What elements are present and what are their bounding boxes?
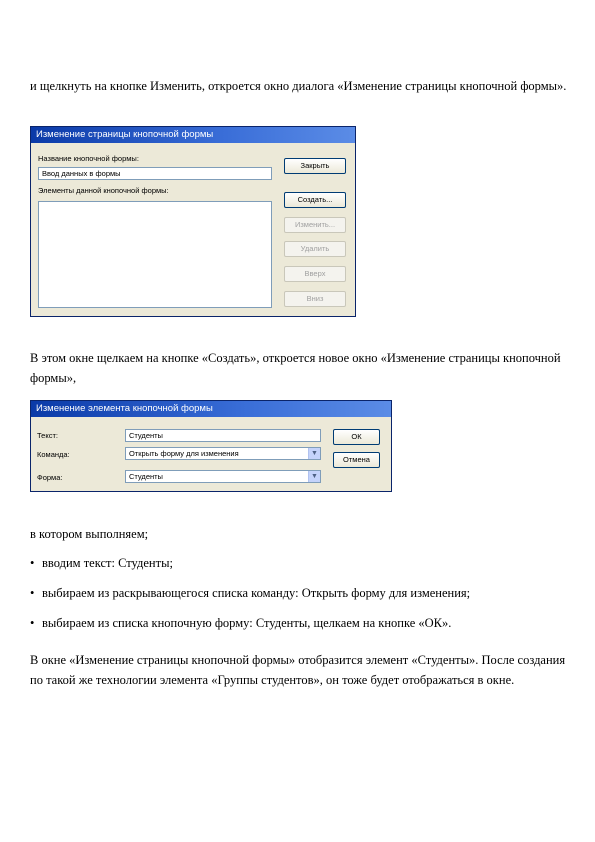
bullet-icon: •: [30, 616, 35, 630]
switchboard-name-input[interactable]: Ввод данных в формы: [38, 167, 272, 180]
chevron-down-icon[interactable]: ▼: [308, 448, 320, 459]
list-item: • выбираем из списка кнопочную форму: Студенты, щелкаем на кнопке «ОК».: [30, 613, 575, 633]
cancel-button[interactable]: Отмена: [333, 452, 380, 468]
chevron-down-icon[interactable]: ▼: [308, 471, 320, 482]
move-up-button[interactable]: Вверх: [284, 266, 346, 282]
paragraph-result: В окне «Изменение страницы кнопочной формы» отобразится элемент «Студенты». После создания по такой же технологии элемента «Группы студентов», он тоже будет отображаться в окне.: [30, 653, 566, 687]
list-item: • вводим текст: Студенты;: [30, 553, 575, 573]
switchboard-name-label: Название кнопочной формы:: [38, 154, 139, 163]
text-label: Текст:: [37, 431, 58, 440]
form-value: Студенты: [129, 472, 163, 481]
command-label: Команда:: [37, 450, 70, 459]
items-list-label: Элементы данной кнопочной формы:: [38, 186, 169, 195]
text-input[interactable]: Студенты: [125, 429, 321, 442]
dialog-title: Изменение элемента кнопочной формы: [31, 401, 391, 417]
move-down-button[interactable]: Вниз: [284, 291, 346, 307]
dialog-title: Изменение страницы кнопочной формы: [31, 127, 355, 143]
paragraph-intro: и щелкнуть на кнопке Изменить, откроется окно диалога «Изменение страницы кнопочной формы».: [30, 79, 567, 93]
paragraph-steps-intro: в котором выполняем;: [30, 527, 149, 541]
bullet-icon: •: [30, 556, 35, 570]
create-button[interactable]: Создать...: [284, 192, 346, 208]
command-value: Открыть форму для изменения: [129, 449, 239, 458]
command-select[interactable]: [125, 447, 321, 460]
form-label: Форма:: [37, 473, 63, 482]
switchboard-item-dialog: [30, 400, 392, 492]
close-button[interactable]: Закрыть: [284, 158, 346, 174]
switchboard-page-dialog: [30, 126, 356, 317]
bullet-icon: •: [30, 586, 35, 600]
list-item: • выбираем из раскрывающегося списка команду: Открыть форму для изменения;: [30, 583, 575, 603]
paragraph-create: В этом окне щелкаем на кнопке «Создать», откроется новое окно «Изменение страницы кнопочной формы»,: [30, 351, 561, 385]
ok-button[interactable]: ОК: [333, 429, 380, 445]
delete-button[interactable]: Удалить: [284, 241, 346, 257]
form-select[interactable]: [125, 470, 321, 483]
edit-button[interactable]: Изменить...: [284, 217, 346, 233]
items-list[interactable]: [38, 201, 272, 308]
